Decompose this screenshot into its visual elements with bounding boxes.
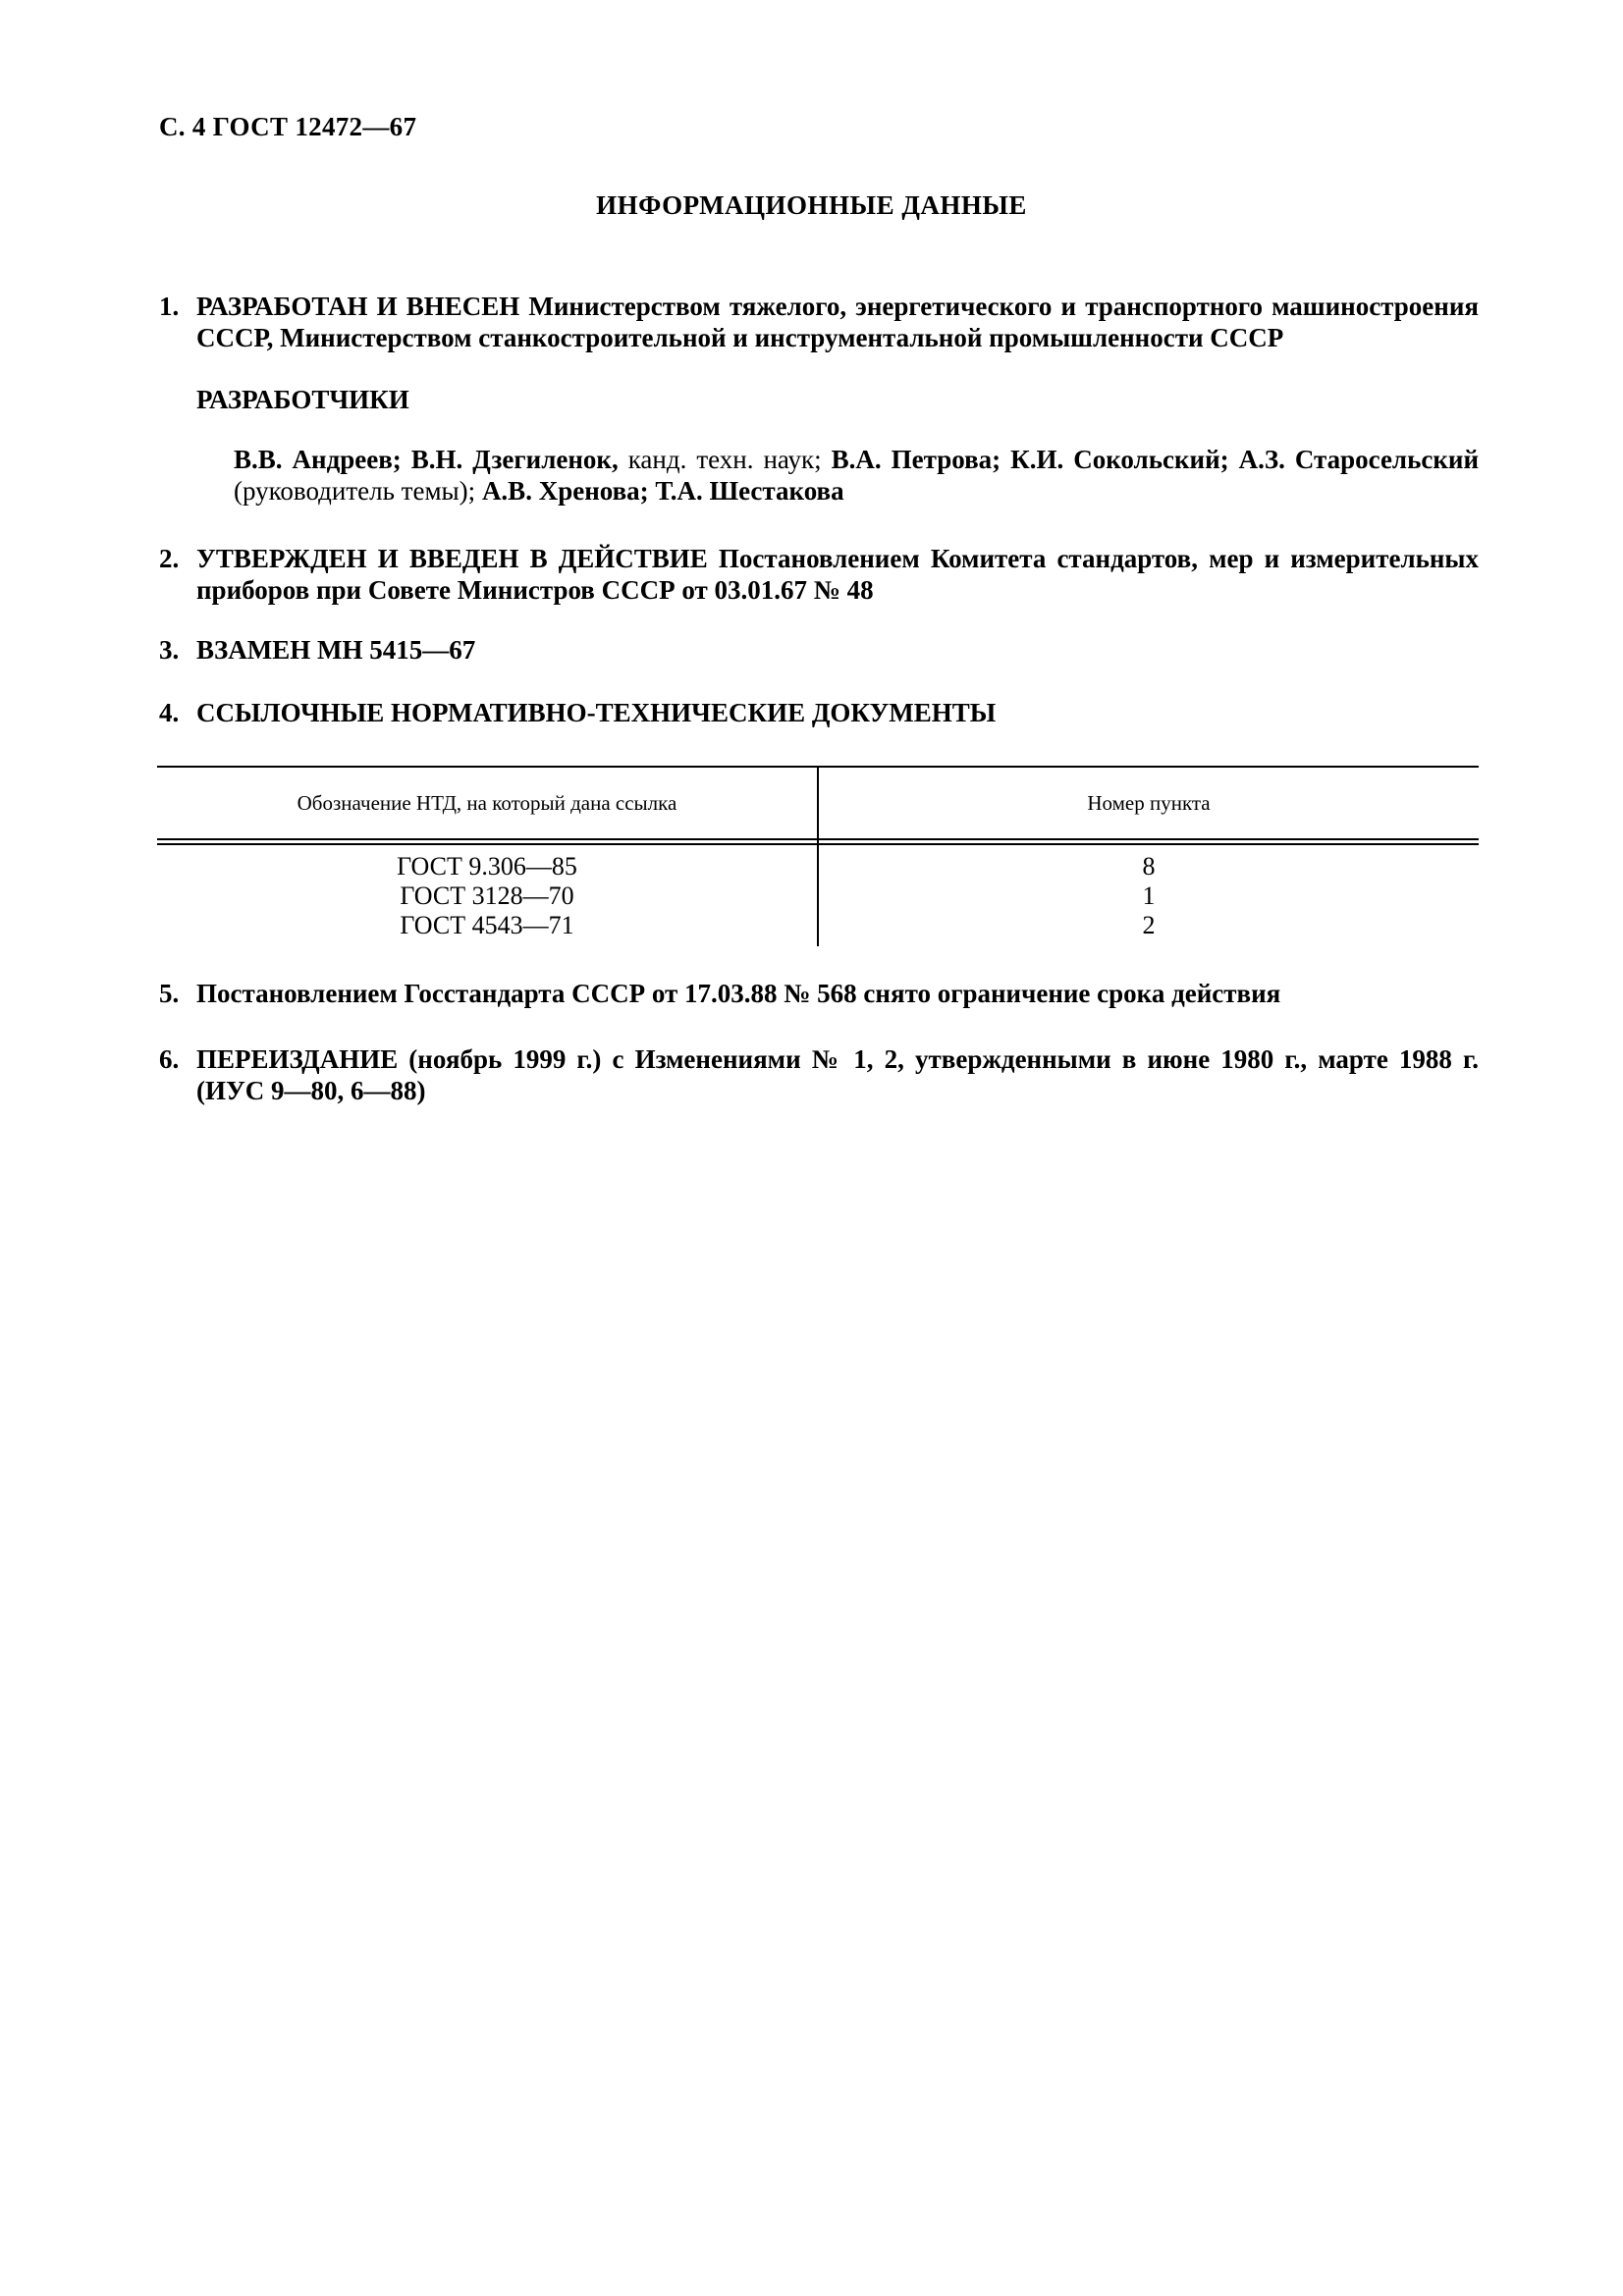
item-number: 2.	[159, 544, 180, 573]
item-lead: РАЗРАБОТАН И ВНЕСЕН	[196, 292, 520, 321]
developer-names: В.В. Андреев; В.Н. Дзегиленок,	[234, 445, 619, 474]
item-text	[196, 543, 1479, 606]
item-text	[196, 291, 1479, 353]
developer-role: (руководитель темы);	[234, 476, 476, 506]
table-column-clause	[819, 852, 1479, 940]
table-header-clause: Номер пункта	[1087, 791, 1211, 815]
table-header-document: Обозначение НТД, на который дана ссылка	[297, 791, 677, 815]
item-number: 5.	[159, 979, 180, 1008]
reference-table	[157, 766, 1479, 946]
page-header: С. 4 ГОСТ 12472—67	[159, 112, 417, 141]
table-cell: ГОСТ 4543—71	[400, 911, 574, 939]
developer-names: А.В. Хренова; Т.А. Шестакова	[475, 476, 844, 506]
item-lead: УТВЕРЖДЕН И ВВЕДЕН В ДЕЙСТВИЕ	[196, 544, 708, 573]
info-item-4	[159, 697, 1479, 728]
item-number: 4.	[159, 698, 180, 727]
info-item-2	[159, 543, 1479, 606]
info-item-5	[159, 978, 1479, 1009]
table-cell: 2	[1142, 911, 1156, 939]
developer-degree: канд. техн. наук;	[618, 445, 822, 474]
page-title: ИНФОРМАЦИОННЫЕ ДАННЫЕ	[596, 190, 1027, 220]
developer-names: В.А. Петрова; К.И. Сокольский; А.З. Старосельский	[821, 445, 1480, 474]
item-number: 3.	[159, 635, 180, 665]
table-cell: ГОСТ 9.306—85	[397, 852, 577, 881]
info-item-3	[159, 634, 1479, 666]
table-column-document	[157, 852, 817, 940]
table-cell: 8	[1142, 852, 1156, 881]
item-text: Постановлением Госстандарта СССР от 17.03.88 № 568 снято ограничение срока действия	[196, 979, 1281, 1008]
item-number: 6.	[159, 1044, 180, 1074]
developers-list	[234, 444, 1479, 507]
table-cell: 1	[1142, 881, 1156, 910]
item-text: ПЕРЕИЗДАНИЕ (ноябрь 1999 г.) с Изменениями № 1, 2, утвержденными в июне 1980 г., марте 1988 г. (ИУС 9—80, 6—88)	[196, 1044, 1479, 1105]
info-item-1	[159, 291, 1479, 353]
item-body: Министерством тяжелого, энергетического и транспортного машиностроения СССР, Министерством станкостроительной и инструментальной промышленности СССР	[196, 292, 1479, 352]
info-item-6	[159, 1043, 1479, 1106]
item-body: Постановлением Комитета стандартов, мер и измерительных приборов при Совете Министров СССР от 03.01.67 № 48	[196, 544, 1480, 605]
developers-heading: РАЗРАБОТЧИКИ	[196, 385, 409, 414]
item-text: ВЗАМЕН МН 5415—67	[196, 635, 476, 665]
item-text: ССЫЛОЧНЫЕ НОРМАТИВНО-ТЕХНИЧЕСКИЕ ДОКУМЕНТЫ	[196, 698, 997, 727]
item-number: 1.	[159, 292, 180, 321]
table-cell: ГОСТ 3128—70	[400, 881, 574, 910]
